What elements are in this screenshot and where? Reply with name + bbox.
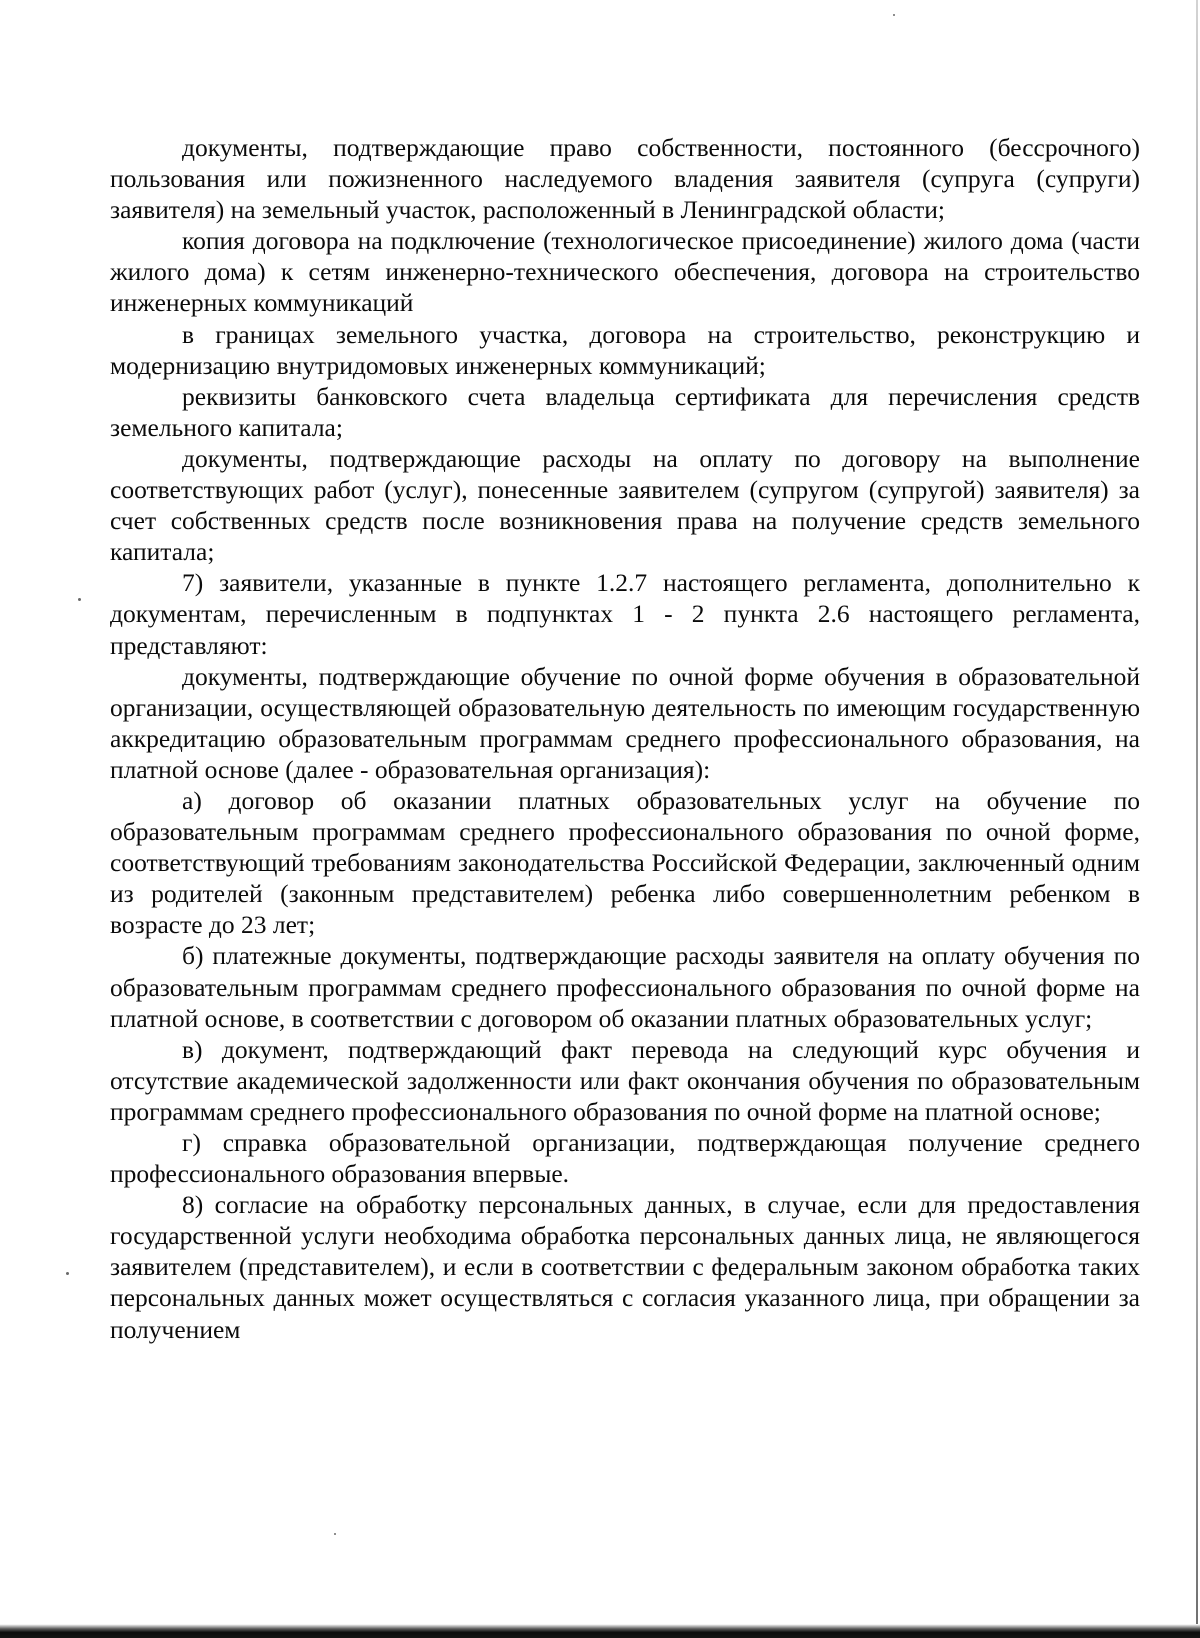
paragraph-item-v: в) документ, подтверждающий факт перевода на следующий курс обучения и отсутствие академической задолженности или факт окончания обучения по образовательным программам среднего профессионального образования по очной форме на платной основе; (110, 1034, 1140, 1126)
document-body (110, 132, 1140, 1345)
scan-speck (334, 1533, 336, 1535)
scan-speck (893, 14, 895, 16)
paragraph-bank-details: реквизиты банковского счета владельца сертификата для перечисления средств земельного капитала; (110, 381, 1140, 442)
scan-speck (78, 598, 81, 601)
paragraph-ownership-documents: документы, подтверждающие право собственности, постоянного (бессрочного) пользования или пожизненного наследуемого владения заявителя (супруга (супруги) заявителя) на земельный участок, расположенный в Ленинградской области; (110, 133, 1140, 225)
paragraph-land-boundaries: в границах земельного участка, договора на строительство, реконструкцию и модернизацию внутридомовых инженерных коммуникаций; (110, 319, 1140, 380)
paragraph-connection-contract: копия договора на подключение (технологическое присоединение) жилого дома (части жилого дома) к сетям инженерно-технического обеспечения, договора на строительство инженерных коммуникаций (110, 226, 1140, 318)
scan-edge-bottom (0, 1624, 1200, 1638)
scan-edge-right (1196, 0, 1198, 1638)
paragraph-item-a: а) договор об оказании платных образовательных услуг на обучение по образовательным программам среднего профессионального образования по очной форме, соответствующий требованиям законодательства Российской Федерации, заключенный одним из родителей (законным представителем) ребенка либо совершеннолетним ребенком в возрасте до 23 лет; (110, 785, 1140, 940)
paragraph-item-8: 8) согласие на обработку персональных данных, в случае, если для предоставления государственной услуги необходима обработка персональных данных лица, не являющегося заявителем (представителем), и если в соответствии с федеральным законом обработка таких персональных данных может осуществляться с согласия указанного лица, при обращении за получением (110, 1190, 1140, 1344)
paragraph-item-7: 7) заявители, указанные в пункте 1.2.7 настоящего регламента, дополнительно к документам, перечисленным в подпунктах 1 - 2 пункта 2.6 настоящего регламента, представляют: (110, 568, 1140, 660)
paragraph-expense-documents: документы, подтверждающие расходы на оплату по договору на выполнение соответствующих работ (услуг), понесенные заявителем (супругом (супругой) заявителя) за счет собственных средств после возникновения права на получение средств земельного капитала; (110, 443, 1140, 567)
paragraph-item-g: г) справка образовательной организации, подтверждающая получение среднего профессионального образования впервые. (110, 1128, 1140, 1189)
paragraph-item-b: б) платежные документы, подтверждающие расходы заявителя на оплату обучения по образовательным программам среднего профессионального образования по очной форме на платной основе, в соответствии с договором об оказании платных образовательных услуг; (110, 941, 1140, 1033)
scan-speck (66, 1272, 69, 1275)
paragraph-education-documents: документы, подтверждающие обучение по очной форме обучения в образовательной организации, осуществляющей образовательную деятельность по имеющим государственную аккредитацию образовательным программам среднего профессионального образования, на платной основе (далее - образовательная организация): (110, 661, 1140, 784)
